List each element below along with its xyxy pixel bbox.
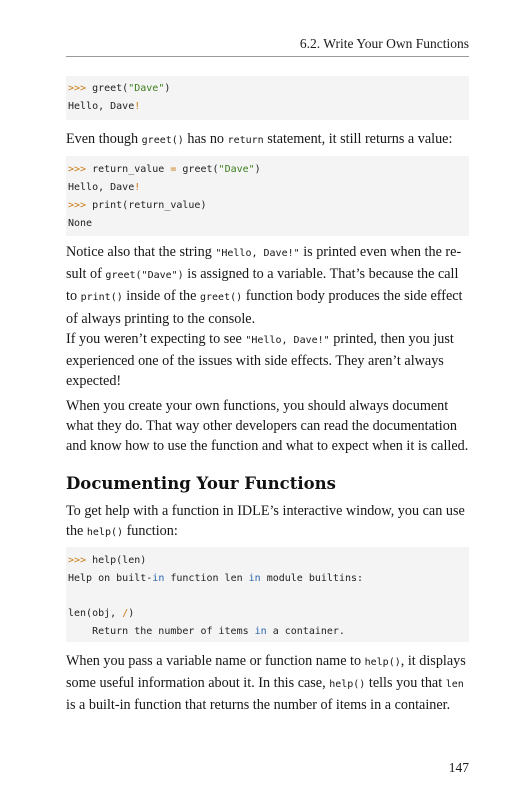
code-output-line: len(obj, /) [68,608,135,619]
code-output-line: Hello, Dave! [68,182,141,193]
paragraph: When you pass a variable name or function name to help(), it displays some useful information about it. In this case, help() tells you that len is a built-in function that returns the number of items in a container. [66,653,466,714]
code-block-help [66,547,469,642]
code-line: >>> print(return_value) [68,200,207,211]
paragraph: Even though greet() has no return statement, it still returns a value: [66,131,453,147]
code-line: >>> greet("Dave") [68,83,171,94]
page-number: 147 [448,760,469,775]
code-output-line: Return the number of items in a container. [68,626,345,637]
paragraph: When you create your own functions, you should always document what they do. That way other developers can read the documentation and know how to use the function and what to expect when it is called. [66,398,469,455]
code-output-line: None [68,218,93,229]
code-block-return-value [66,156,469,236]
code-line: >>> return_value = greet("Dave") [68,164,261,175]
paragraph: If you weren’t expecting to see "Hello, Dave!" printed, then you just experienced one of the issues with side effects. They aren’t always expected! [66,331,454,390]
code-block-greet [66,76,469,120]
paragraph: To get help with a function in IDLE’s interactive window, you can use the help() function: [66,503,465,540]
running-title: 6.2. Write Your Own Functions [299,36,469,51]
paragraph: Notice also that the string "Hello, Dave!" is printed even when the re- sult of greet("Dave") is assigned to a variable. That’s because the call to print() inside of the greet() function body produces the side effect of always printing to the console. [66,244,463,327]
code-line: >>> help(len) [68,555,147,566]
section-heading: Documenting Your Functions [66,474,336,493]
running-header [66,36,469,57]
code-output-line: Hello, Dave! [68,101,141,112]
code-output-line: Help on built-in function len in module builtins: [68,573,364,584]
